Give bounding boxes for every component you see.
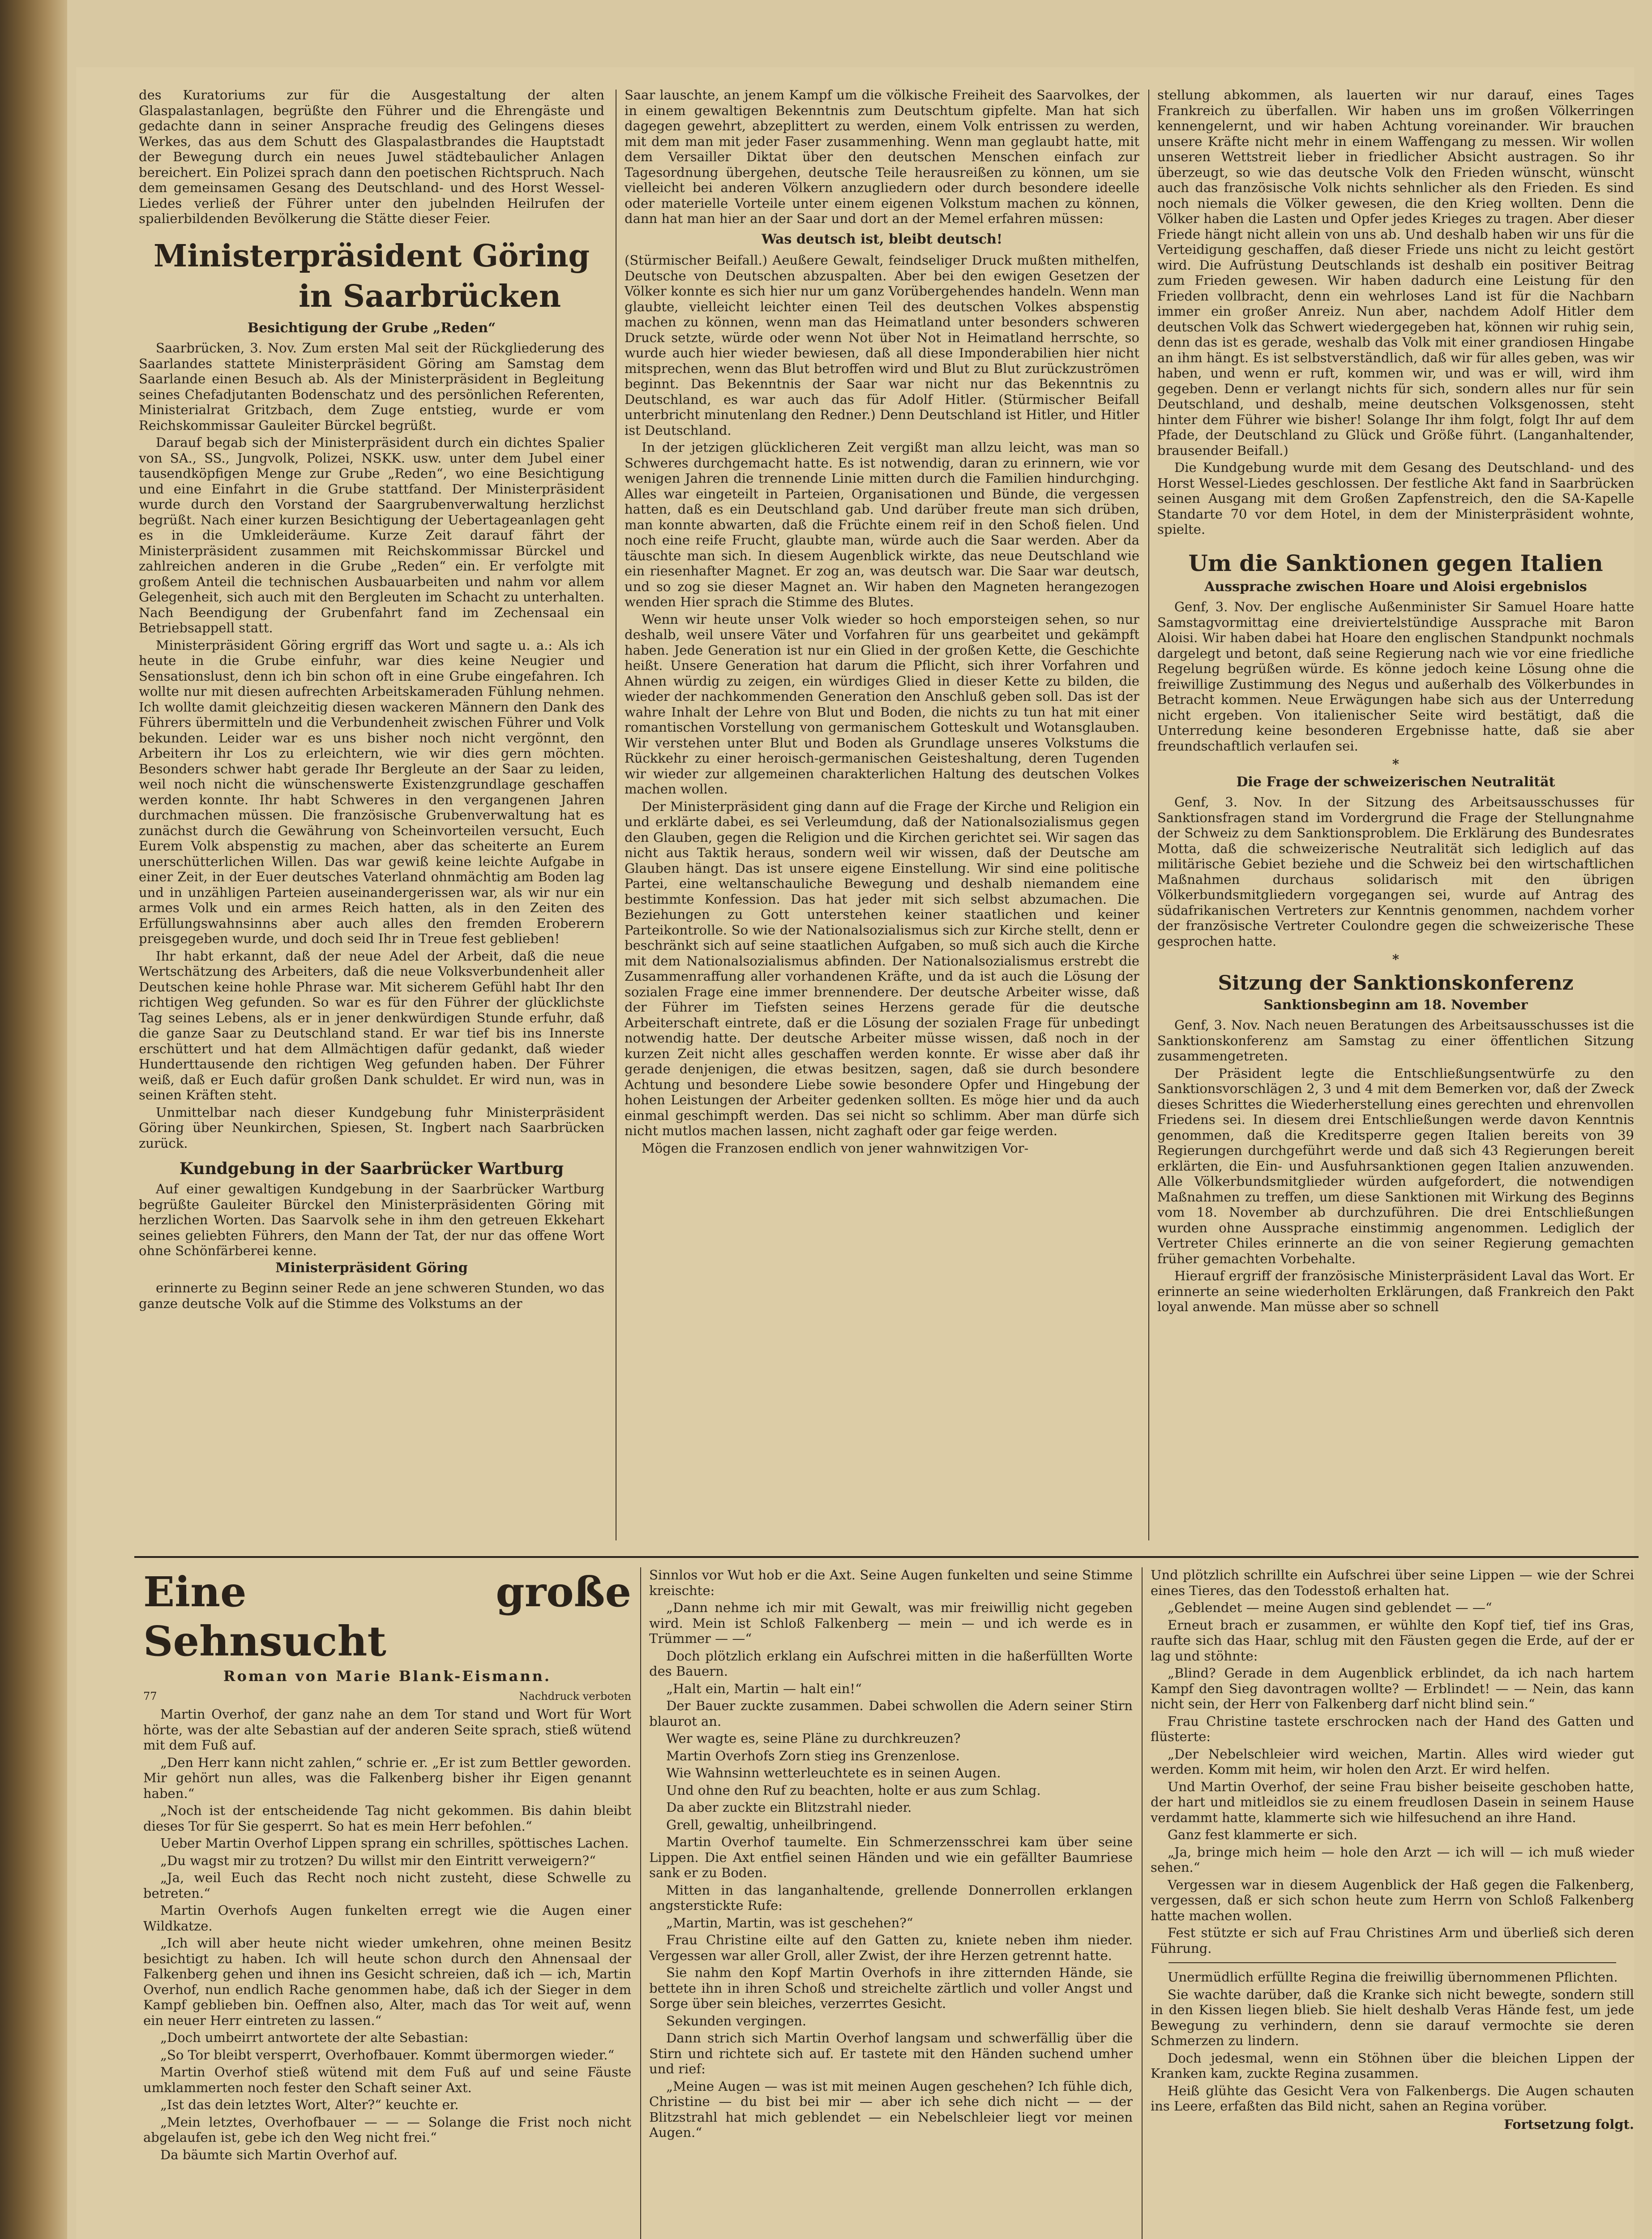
subhead-sanktionsbeginn: Sanktionsbeginn am 18. November: [1263, 997, 1528, 1013]
article-paragraph: Mögen die Franzosen endlich von jener wahnwitzigen Vor-: [642, 1140, 1029, 1156]
novel-paragraph: Da bäumte sich Martin Overhof auf.: [160, 2147, 398, 2162]
novel-paragraph: Sinnlos vor Wut hob er die Axt. Seine Augen funkelten und seine Stimme kreischte:: [649, 1567, 1133, 1598]
novel-paragraph: Martin Overhof taumelte. Ein Schmerzensschrei kam über seine Lippen. Die Axt entfiel seinen Händen und wie ein gefällter Baumriese sank er zu Boden.: [649, 1834, 1133, 1880]
headline-goering-2: in Saarbrücken: [298, 278, 561, 314]
novel-paragraph: „Doch umbeirrt antwortete der alte Sebastian:: [160, 2030, 469, 2045]
novel-paragraph: „Ja, bringe mich heim — hole den Arzt — ich will — ich muß wieder sehen.“: [1151, 1844, 1634, 1875]
article-paragraph: Wenn wir heute unser Volk wieder so hoch emporsteigen sehen, so nur deshalb, weil unsere Väter und Vorfahren für uns gearbeitet und gekämpft haben. Jede Generation ist nur ein Glied in der großen Kette, die Geschichte heißt. Unsere Generation hat darum die Pflicht, sich ihrer Vorfahren und Ahnen würdig zu zeigen, ein würdiges Glied in dieser Kette zu bilden, die wieder der nachkommenden Generation den Anschluß geben soll. Das ist der wahre Inhalt der Lehre von Blut und Boden, die nichts zu tun hat mit einer romantischen Vorstellung von germanischem Gotteskult und Wotansglauben. Wir verstehen unter Blut und Boden als Grundlage unseres Volkstums die Rückkehr zu einer heroisch-germanischen Geisteshaltung, deren Tugenden wir wieder zur allgemeinen charakterlichen Haltung des deutschen Volkes machen wollen.: [625, 611, 1139, 797]
episode-number: 77: [143, 1690, 157, 1703]
subhead-neutralitaet: Die Frage der schweizerischen Neutralität: [1236, 774, 1555, 790]
column-rule: [640, 1567, 641, 2239]
novel-paragraph: Wie Wahnsinn wetterleuchtete es in seinen Augen.: [666, 1765, 1001, 1780]
novel-paragraph: Sie nahm den Kopf Martin Overhofs in ihre zitternden Hände, sie bettete ihn in ihren Schoß und streichelte zärtlich und voller Angst und Sorge über sein bleiches, verzerrtes Gesicht.: [649, 1965, 1133, 2011]
article-paragraph: Die Kundgebung wurde mit dem Gesang des Deutschland- und des Horst Wessel-Liedes geschlossen. Der festliche Akt fand in Saarbrücken seinen Ausgang mit dem Großen Zapfenstreich, den die SA-Kapelle Standarte 70 vor dem Hotel, in dem der Ministerpräsident wohnte, spielte.: [1157, 460, 1634, 537]
novel-paragraph: „Mein letztes, Overhofbauer — — — Solange die Frist noch nicht abgelaufen ist, gebe ich den Weg nicht frei.“: [143, 2114, 631, 2145]
article-paragraph: Saarbrücken, 3. Nov. Zum ersten Mal seit der Rückgliederung des Saarlandes stattete Ministerpräsident Göring am Samstag dem Saarlande einen Besuch ab. Als der Ministerpräsident in Begleitung seines Chefadjutanten Bodenschatz und des persönlichen Referenten, Ministerialrat Gritzbach, dem Zuge entstieg, wurde er vom Reichskommissar Gauleiter Bürckel begrüßt.: [139, 340, 604, 433]
novel-paragraph: Vergessen war in diesem Augenblick der Haß gegen die Falkenberg, vergessen, daß er sich schon heute zum Herrn von Schloß Falkenberg hatte machen wollen.: [1151, 1877, 1634, 1923]
article-paragraph: Genf, 3. Nov. Nach neuen Beratungen des Arbeitsausschusses ist die Sanktionskonferenz am Samstag zu einer öffentlichen Sitzung zusammengetreten.: [1157, 1017, 1634, 1064]
top-column-3: stellung abkommen, als lauerten wir nur darauf, eines Tages Frankreich zu überfallen. Wir haben uns im großen Völkerringen kennengelernt, und wir haben Achtung voreinander. Wir brauchen unsere Kräfte nicht mehr in einem Waffengang zu messen. Wir wollen unseren Wettstreit lieber in friedlicher Absicht austragen. So ihr überzeugt, so wie das deutsche Volk den Frieden wünscht, wünscht auch das französische Volk nichts sehnlicher als den Frieden. Es sind noch niemals die Völker gewesen, die den Krieg wollten. Denn die Völker haben die Lasten und Opfer jedes Krieges zu tragen. Aber dieser Friede hängt nicht allein von uns ab. Und deshalb haben wir uns für die Verteidigung geschaffen, daß dieser Friede uns nicht zu leicht gestört wird. Die Aufrüstung Deutschlands ist deshalb ein positiver Beitrag zum Frieden gewesen. Wir haben dadurch eine Leistung für den Frieden vollbracht, denn ein wehrloses Land ist für die Nachbarn immer ein großer Anreiz. Nun aber, nachdem Adolf Hitler dem deutschen Volk das Schwert wiedergegeben hat, können wir ruhig sein, denn das ist es gerade, weshalb das Volk mit einer grandiosen Hingabe an ihm hängt. Es ist selbstverständlich, daß wir für alles geben, was wir haben, und wenn er ruft, kommen wir, und was er will, wird ihm gegeben. Denn er verlangt nichts für sich, sondern alles nur für sein Deutschland, und deshalb, meine deutschen Volksgenossen, steht hinter dem Führer wie bisher! Solange Ihr ihm folgt, folgt Ihr auf dem Pfade, der Deutschland zu Glück und Größe führt. (Langanhaltender, brausender Beifall.) Die Kundgebung wurde mit dem Gesang des Deutschland- und des Horst Wessel-Liedes geschlossen. Der festliche Akt fand in Saarbrücken seinen Ausgang mit dem Großen Zapfenstreich, den die SA-Kapelle Standarte 70 vor dem Hotel, in dem der Ministerpräsident wohnte, spielte. Um die Sanktionen gegen Italien Aussprache zwischen Hoare und Aloisi ergebnislos Genf, 3. Nov. Der englische Außenminister Sir Samuel Hoare hatte Samstagvormittag eine dreiviertelstündige Aussprache mit Baron Aloisi. Wir haben dabei hat Hoare den englischen Standpunkt nochmals dargelegt und betont, daß seine Regierung nach wie vor eine friedliche Regelung begrüßen würde. Es könne jedoch keine Lösung ohne die freiwillige Zustimmung des Negus und außerhalb des Völkerbundes in Betracht kommen. Neue Erwägungen habe sich aus der Unterredung nicht ergeben. Von italienischer Seite wird bestätigt, daß die Unterredung keine besonderen Ergebnisse hatte, daß sie aber freundschaftlich verlaufen sei. * Die Frage der schweizerischen Neutralität Genf, 3. Nov. In der Sitzung des Arbeitsausschusses für Sanktionsfragen stand im Vordergrund die Frage der Stellungnahme der Schweiz zu dem Sanktionsproblem. Die Erklärung des Bundesrates Motta, daß die schweizerische Neutralität sich lediglich auf das militärische Gebiet beziehe und die Schweiz bei den wirtschaftlichen Maßnahmen durchaus solidarisch mit den übrigen Völkerbundsmitgliedern vorgegangen sei, wurde auf Antrag des südafrikanischen Vertreters zur Kenntnis genommen, nachdem vorher der französische Vertreter Coulondre gegen die schweizerische These gesprochen hatte. * Sitzung der Sanktionskonferenz Sanktionsbeginn am 18. November Genf, 3. Nov. Nach neuen Beratungen des Arbeitsausschusses ist die Sanktionskonferenz am Samstag zu einer öffentlichen Sitzung zusammengetreten. Der Präsident legte die Entschließungsentwürfe zu den Sanktionsvorschlägen 2, 3 und 4 mit dem Bemerken vor, daß der Zweck dieses Schrittes die Wiederherstellung eines gerechten und ehrenvollen Friedens sei. In diesem drei Entschließungen werde davon Kenntnis genommen, daß die Kreditsperre gegen Italien bereits von 39 Regierungen durchgeführt werde und daß sich 43 Regierungen bereit erklärten, die Ein- und Ausfuhrsanktionen gegen Italien anzuwenden. Alle Völkerbundsmitglieder würden aufgefordert, die notwendigen Maßnahmen zu treffen, um diese Sanktionen mit Wirkung des Beginns vom 18. November ab durchzuführen. Die drei Entschließungen wurden ohne Aussprache einstimmig angenommen. Lediglich der Vertreter Chiles erinnerte an die von seiner Regierung gemachten früher gemachten Vorbehalte. Hierauf ergriff der französische Ministerpräsident Laval das Wort. Er erinnerte an seine wiederholten Erklärungen, daß Frankreich den Pakt loyal anwende. Man müsse aber so schnell: [1157, 87, 1634, 1314]
novel-paragraph: Martin Overhof, der ganz nahe an dem Tor stand und Wort für Wort hörte, was der alte Sebastian auf der anderen Seite sprach, stieß wütend mit dem Fuß auf.: [143, 1707, 631, 1753]
bottom-column-3: [1151, 1567, 1634, 2239]
subhead-goering-speech: Ministerpräsident Göring: [275, 1260, 468, 1276]
novel-paragraph: „Ist das dein letztes Wort, Alter?“ keuchte er.: [160, 2097, 459, 2112]
section-divider-rule: [134, 1556, 1639, 1558]
novel-paragraph: Und ohne den Ruf zu beachten, holte er aus zum Schlag.: [666, 1782, 1041, 1798]
novel-paragraph: Frau Christine eilte auf den Gatten zu, kniete neben ihm nieder. Vergessen war aller Groll, aller Zwist, der ihre Herzen getrennt hatte.: [649, 1932, 1133, 1963]
novel-byline: Roman von Marie Blank-Eismann.: [223, 1668, 552, 1685]
headline-goering-1: Ministerpräsident Göring: [153, 238, 590, 274]
article-paragraph: In der jetzigen glücklicheren Zeit vergißt man allzu leicht, was man so Schweres durchgemacht hatte. Es ist notwendig, daran zu erinnern, wie vor wenigen Jahren die trennende Linie mitten durch die Familien hindurchging. Alles war eingeteilt in Parteien, Organisationen und Bünde, die vergessen hatten, daß es ein Deutschland gab. Und darüber freute man sich drüben, man konnte abwarten, daß die Früchte einem reif in den Schoß fielen. Und noch eine reife Frucht, glaubte man, würde auch die Saar werden. Aber da täuschte man sich. In diesem Augenblick wirkte, das neue Deutschland wie ein riesenhafter Magnet. Er zog an, was deutsch war. Die Saar war deutsch, und so zog sie dieser Magnet an. Wir haben den Magneten herangezogen wenden Hier sprach die Stimme des Blutes.: [625, 440, 1139, 609]
novel-paragraph: Unermüdlich erfüllte Regina die freiwillig übernommenen Pflichten.: [1168, 1969, 1618, 1985]
novel-paragraph: Und Martin Overhof, der seine Frau bisher beiseite geschoben hatte, der hart und mitleidlos sie zu einem freudlosen Dasein in seinem Hause verdammt hatte, klammerte sich wie hilfesuchend an ihre Hand.: [1151, 1779, 1634, 1825]
novel-paragraph: Doch jedesmal, wenn ein Stöhnen über die bleichen Lippen der Kranken kam, zuckte Regina zusammen.: [1151, 2050, 1634, 2081]
article-paragraph: Unmittelbar nach dieser Kundgebung fuhr Ministerpräsident Göring über Neunkirchen, Spiesen, St. Ingbert nach Saarbrücken zurück.: [139, 1104, 604, 1151]
subhead-grube-reden: Besichtigung der Grube „Reden“: [247, 320, 496, 336]
novel-paragraph: Sekunden vergingen.: [666, 2013, 807, 2029]
novel-paragraph: Frau Christine tastete erschrocken nach der Hand des Gatten und flüsterte:: [1151, 1713, 1634, 1744]
article-paragraph: Der Präsident legte die Entschließungsentwürfe zu den Sanktionsvorschlägen 2, 3 und 4 mit dem Bemerken vor, daß der Zweck dieses Schrittes die Wiederherstellung eines gerechten und ehrenvollen Friedens sei. In diesem drei Entschließungen werde davon Kenntnis genommen, daß die Kreditsperre gegen Italien bereits von 39 Regierungen durchgeführt werde und daß sich 43 Regierungen bereit erklärten, die Ein- und Ausfuhrsanktionen gegen Italien anzuwenden. Alle Völkerbundsmitglieder würden aufgefordert, die notwendigen Maßnahmen zu treffen, um diese Sanktionen mit Wirkung des Beginns vom 18. November ab durchzuführen. Die drei Entschließungen wurden ohne Aussprache einstimmig angenommen. Lediglich der Vertreter Chiles erinnerte an die von seiner Regierung gemachten früher gemachten Vorbehalte.: [1157, 1065, 1634, 1266]
novel-title: Eine große Sehnsucht: [143, 1568, 631, 1665]
novel-paragraph: Da aber zuckte ein Blitzstrahl nieder.: [666, 1800, 912, 1815]
top-column-2: [625, 87, 1139, 1547]
novel-paragraph: „Blind? Gerade in dem Augenblick erblindet, da ich nach hartem Kampf den Sieg davontragen wollte? — Erblindet! — — Nein, das kann nicht sein, der Herr von Falkenberg darf nicht blind sein.“: [1151, 1665, 1634, 1711]
top-column-1: [139, 87, 604, 1547]
novel-paragraph: Martin Overhof stieß wütend mit dem Fuß auf und seine Fäuste umklammerten noch fester den Schaft seiner Axt.: [143, 2064, 631, 2095]
article-paragraph: stellung abkommen, als lauerten wir nur darauf, eines Tages Frankreich zu überfallen. Wir haben uns im großen Völkerringen kennengelernt, und wir haben Achtung voreinander. Wir brauchen unsere Kräfte nicht mehr in einem Waffengang zu messen. Wir wollen unseren Wettstreit lieber in friedlicher Absicht austragen. So ihr überzeugt, so wie das deutsche Volk den Frieden wünscht, wünscht auch das französische Volk nichts sehnlicher als den Frieden. Es sind noch niemals die Völker gewesen, die den Krieg wollten. Denn die Völker haben die Lasten und Opfer jedes Krieges zu tragen. Aber dieser Friede hängt nicht allein von uns ab. Und deshalb haben wir uns für die Verteidigung geschaffen, daß dieser Friede uns nicht zu leicht gestört wird. Die Aufrüstung Deutschlands ist deshalb ein positiver Beitrag zum Frieden gewesen. Wir haben dadurch eine Leistung für den Frieden vollbracht, denn ein wehrloses Land ist für die Nachbarn immer ein großer Anreiz. Nun aber, nachdem Adolf Hitler dem deutschen Volk das Schwert wiedergegeben hat, können wir ruhig sein, denn das ist es gerade, weshalb das Volk mit einer grandiosen Hingabe an ihm hängt. Es ist selbstverständlich, daß wir für alles geben, was wir haben, und wenn er ruft, kommen wir, und was er will, wird ihm gegeben. Denn er verlangt nichts für sich, sondern alles nur für sein Deutschland, und deshalb, meine deutschen Volksgenossen, steht hinter dem Führer wie bisher! Solange Ihr ihm folgt, folgt Ihr auf dem Pfade, der Deutschland zu Glück und Größe führt. (Langanhaltender, brausender Beifall.): [1157, 87, 1634, 458]
article-paragraph: Auf einer gewaltigen Kundgebung in der Saarbrücker Wartburg begrüßte Gauleiter Bürckel den Ministerpräsidenten Göring mit herzlichen Worten. Das Saarvolk sehe in ihm den getreuen Ekkehart seines geliebten Führers, den Mann der Tat, der nur das offene Wort ohne Schönfärberei kenne.: [139, 1181, 604, 1258]
subhead-wartburg: Kundgebung in der Saarbrücker Wartburg: [179, 1159, 564, 1178]
article-paragraph: erinnerte zu Beginn seiner Rede an jene schweren Stunden, wo das ganze deutsche Volk auf die Stimme des Volkstums an der: [139, 1280, 604, 1311]
article-paragraph: Genf, 3. Nov. In der Sitzung des Arbeitsausschusses für Sanktionsfragen stand im Vordergrund die Frage der Stellungnahme der Schweiz zu dem Sanktionsproblem. Die Erklärung des Bundesrates Motta, daß die schweizerische Neutralität sich lediglich auf das militärische Gebiet beziehe und die Schweiz bei den wirtschaftlichen Maßnahmen durchaus solidarisch mit den übrigen Völkerbundsmitgliedern vorgegangen sei, wurde auf Antrag des südafrikanischen Vertreters zur Kenntnis genommen, nachdem vorher der französische Vertreter Coulondre gegen die schweizerische These gesprochen hatte.: [1157, 794, 1634, 949]
novel-paragraph: „Ich will aber heute nicht wieder umkehren, ohne meinen Besitz besichtigt zu haben. Ich will heute schon durch den Ahnensaal der Falkenberg gehen und ihnen ins Gesicht schreien, daß ich — ich, Martin Overhof, nun endlich Rache genommen habe, daß ich der Sieger in dem Kampf geblieben bin. Oeffnen also, Alter, mach das Tor weit auf, wenn ein neuer Herr eintreten zu lassen.“: [143, 1935, 631, 2028]
article-paragraph: (Stürmischer Beifall.) Aeußere Gewalt, feindseliger Druck mußten mithelfen, Deutsche von Deutschen abzuspalten. Aber bei den ewigen Gesetzen der Völker konnte es sich hier nur um ganz Vorübergehendes handeln. Wenn man glaubte, vielleicht leichter einen Teil des deutschen Volkes abspenstig machen zu können, wenn man das Heimatland unter besonders schweren Druck setzte, würde oder wenn Not über Not in Heimatland herrschte, so wurde auch hier wieder bewiesen, daß all diese Imponderabilien hier nicht mitsprechen, wenn das Blut betroffen wird und Blut zu Blut zurückzuströmen beginnt. Das Bekenntnis der Saar war nicht nur das Bekenntnis zu Deutschland, es war auch das für Adolf Hitler. (Stürmischer Beifall unterbricht minutenlang den Redner.) Denn Deutschland ist Hitler, und Hitler ist Deutschland.: [625, 253, 1139, 438]
article-paragraph: Saar lauschte, an jenem Kampf um die völkische Freiheit des Saarvolkes, der in einem gewaltigen Bekenntnis zum Deutschtum gipfelte. Man hat sich dagegen gewehrt, abzeplittert zu werden, einem Volk entrissen zu werden, mit dem man mit jeder Faser zusammenhing. Wenn man geglaubt hatte, mit dem Versailler Diktat über den deutschen Menschen einfach zur Tagesordnung übergehen, deutsche Teile herausreißen zu können, um sie vielleicht bei anderen Völkern anzugliedern oder durch besondere ideelle oder materielle Vorteile unter einem eigenen Volkstum machen zu können, dann hat man hier an der Saar und dort an der Memel erfahren müssen:: [625, 87, 1139, 226]
novel-paragraph: „Der Nebelschleier wird weichen, Martin. Alles wird wieder gut werden. Komm mit heim, wir holen den Arzt. Er wird helfen.: [1151, 1746, 1634, 1777]
novel-paragraph: „Meine Augen — was ist mit meinen Augen geschehen? Ich fühle dich, Christine — du bist bei mir — aber ich sehe dich nicht — — der Blitzstrahl hat mich geblendet — ein Nebelschleier liegt vor meinen Augen.“: [649, 2078, 1133, 2140]
novel-paragraph: „So Tor bleibt versperrt, Overhofbauer. Kommt übermorgen wieder.“: [160, 2047, 615, 2063]
novel-paragraph: Ganz fest klammerte er sich.: [1168, 1827, 1358, 1842]
novel-paragraph: Der Bauer zuckte zusammen. Dabei schwollen die Adern seiner Stirn blaurot an.: [649, 1698, 1133, 1729]
subhead-hoare-aloisi: Aussprache zwischen Hoare und Aloisi ergebnislos: [1204, 579, 1587, 595]
novel-paragraph: „Du wagst mir zu trotzen? Du willst mir den Eintritt verweigern?“: [160, 1853, 596, 1868]
reprint-notice: Nachdruck verboten: [519, 1690, 631, 1703]
article-paragraph: Ministerpräsident Göring ergriff das Wort und sagte u. a.: Als ich heute in die Grube einfuhr, war dies keine Neugier und Sensationslust, denn ich bin schon oft in eine Grube eingefahren. Ich wollte nur mit diesen aufrechten Arbeitskameraden Fühlung nehmen. Ich wollte damit gleichzeitig diesen wackeren Männern den Dank des Führers übermitteln und die Verbundenheit zwischen Führer und Volk bekunden. Leider war es uns bisher noch nicht vergönnt, den Arbeitern ihr Los zu erleichtern, wie wir dies gern möchten. Besonders schwer habt gerade Ihr Bergleute an der Saar zu leiden, weil noch nicht die wünschenswerte Existenzgrundlage geschaffen werden konnte. Ihr habt Schweres in den vergangenen Jahren durchmachen müssen. Die französische Grubenverwaltung hat es zunächst durch die Gewährung von Scheinvorteilen versucht, Euch Eurem Volk abspenstig zu machen, aber das scheiterte an Eurem unerschütterlichen Willen. Das war gewiß keine leichte Aufgabe in einer Zeit, in der Euer deutsches Vaterland ohnmächtig am Boden lag und in unzähligen Parteien auseinandergerissen war, als wir nur ein armes Volk und ein armes Reich hatten, als in den Zeiten des Erfüllungswahnsinns aber auch alles den fremden Eroberern preisgegeben wurde, und doch seid Ihr in Treue fest geblieben!: [139, 637, 604, 946]
article-paragraph: Der Ministerpräsident ging dann auf die Frage der Kirche und Religion ein und erklärte dabei, es sei Verleumdung, daß der Nationalsozialismus gegen den Glauben, gegen die Religion und die Kirchen gerichtet sei. Wir sagen das nicht aus Taktik heraus, sondern weil wir wissen, daß der Deutsche am Glauben hängt. Das ist unsere eigene Einstellung. Wir sind eine politische Partei, eine weltanschauliche Bewegung und deshalb niemandem eine bestimmte Konfession. Das hat jeder mit sich selbst abzumachen. Die Beziehungen zu Gott unterstehen keiner staatlichen und keiner Parteikontrolle. So wie der Nationalsozialismus sich zur Kirche stellt, denn er beschränkt sich auf seine staatlichen Aufgaben, so muß sich auch die Kirche mit dem Nationalsozialismus abfinden. Der Nationalsozialismus erstrebt die Zusammenraffung aller vorhandenen Kräfte, und da ist auch die Lösung der sozialen Frage eine immer brennendere. Der deutsche Arbeiter wisse, daß der Führer im Tiefsten seines Herzens gerade für die deutsche Arbeiterschaft eintrete, daß er die Lösung der sozialen Frage für unbedingt notwendig hatte. Der deutsche Arbeiter müsse wissen, daß noch in der kurzen Zeit nicht alles geschaffen werden konnte. Er wisse aber daß ihr gerade denjenigen, die etwas besitzen, sagen, daß sie durch besondere Achtung und besondere Liebe sowie besondere Opfer und Hingebung der hohen Leistungen der Arbeiter gedenken sollten. Es möge hier und da auch einmal geschimpft werden. Das sei nicht so schlimm. Aber man dürfe sich nicht mutlos machen lassen, nicht zaghaft oder gar feige werden.: [625, 798, 1139, 1138]
novel-paragraph: Wer wagte es, seine Pläne zu durchkreuzen?: [666, 1731, 961, 1746]
novel-paragraph: „Ja, weil Euch das Recht noch nicht zusteht, diese Schwelle zu betreten.“: [143, 1870, 631, 1901]
book-binding-edge: [0, 0, 67, 2239]
novel-paragraph: „Den Herr kann nicht zahlen,“ schrie er. „Er ist zum Bettler geworden. Mir gehört nun alles, was die Falkenberg bisher ihr Eigen genannt haben.“: [143, 1754, 631, 1801]
continued-notice: Fortsetzung folgt.: [1504, 2116, 1634, 2132]
novel-paragraph: Grell, gewaltig, unheilbringend.: [666, 1817, 877, 1832]
intro-paragraph: des Kuratoriums zur für die Ausgestaltung der alten Glaspalastanlagen, begrüßte den Führer und die Ehrengäste und gedachte dann in seiner Ansprache freudig des Gelingens dieses Werkes, das aus dem Schutt des Glaspalastbrandes die Hauptstadt der Bewegung durch ein neues Juwel städtebaulicher Anlagen bereichert. Ein Polizei sprach dann den poetischen Richtspruch. Nach dem gemeinsamen Gesang des Deutschland- und des Horst Wessel-Liedes verließ der Führer unter den jubelnden Heilrufen der spalierbildenden Bevölkerung die Stätte dieser Feier.: [139, 87, 604, 226]
column-rule: [1142, 1567, 1143, 2239]
article-paragraph: Hierauf ergriff der französische Ministerpräsident Laval das Wort. Er erinnerte an seine wiederholten Erklärungen, daß Frankreich den Pakt loyal anwende. Man müsse aber so schnell: [1157, 1268, 1634, 1314]
novel-paragraph: Mitten in das langanhaltende, grellende Donnerrollen erklangen angsterstickte Rufe:: [649, 1882, 1133, 1913]
novel-paragraph: Sie wachte darüber, daß die Kranke sich nicht bewegte, sondern still in den Kissen liegen blieb. Sie hielt deshalb Veras Hände fest, um jede Bewegung zu verhindern, denn sie darauf vermochte sie deren Schmerzen zu lindern.: [1151, 1986, 1634, 2048]
novel-paragraph: Erneut brach er zusammen, er wühlte den Kopf tief, tief ins Gras, raufte sich das Haar, schlug mit den Fäusten gegen die Erde, auf der er lag und stöhnte:: [1151, 1617, 1634, 1664]
novel-paragraph: Und plötzlich schrillte ein Aufschrei über seine Lippen — wie der Schrei eines Tieres, das den Todesstoß erhalten hat.: [1151, 1567, 1634, 1598]
article-paragraph: Ihr habt erkannt, daß der neue Adel der Arbeit, daß die neue Wertschätzung des Arbeiters, daß die neue Volksverbundenheit aller Deutschen keine hohle Phrase war. Mit sicherem Gefühl habt Ihr den richtigen Weg gefunden. So war es für den Führer der glücklichste Tag seines Lebens, als er in jener denkwürdigen Stunde erfuhr, daß die ganze Saar zu Deutschland stand. Er war tief bis ins Innerste erschüttert und hat dem Allmächtigen dafür gedankt, daß wieder Hunderttausende den richtigen Weg gefunden haben. Der Führer weiß, daß er Euch dafür großen Dank schuldet. Er wird nun, was in seinen Kräften steht.: [139, 948, 604, 1102]
novel-paragraph: Martin Overhofs Augen funkelten erregt wie die Augen einer Wildkatze.: [143, 1903, 631, 1934]
novel-paragraph: „Halt ein, Martin — halt ein!“: [666, 1681, 862, 1696]
novel-paragraph: Dann strich sich Martin Overhof langsam und schwerfällig über die Stirn und richtete sich auf. Er tastete mit den Händen suchend umher und rief:: [649, 2030, 1133, 2076]
bottom-column-2: [649, 1567, 1133, 2239]
novel-paragraph: Heiß glühte das Gesicht Vera von Falkenbergs. Die Augen schauten ins Leere, erfaßten das Bild nicht, sahen an Regina vorüber.: [1151, 2083, 1634, 2114]
subhead-was-deutsch-ist: Was deutsch ist, bleibt deutsch!: [761, 231, 1003, 247]
bottom-column-1: [143, 1567, 631, 2239]
article-paragraph: Genf, 3. Nov. Der englische Außenminister Sir Samuel Hoare hatte Samstagvormittag eine dreiviertelstündige Aussprache mit Baron Aloisi. Wir haben dabei hat Hoare den englischen Standpunkt nochmals dargelegt und betont, daß seine Regierung nach wie vor eine friedliche Regelung begrüßen würde. Es könne jedoch keine Lösung ohne die freiwillige Zustimmung des Negus und außerhalb des Völkerbundes in Betracht kommen. Neue Erwägungen habe sich aus der Unterredung nicht ergeben. Von italienischer Seite wird bestätigt, daß die Unterredung keine besonderen Ergebnisse hatte, daß sie aber freundschaftlich verlaufen sei.: [1157, 599, 1634, 754]
column-rule: [1148, 90, 1149, 1540]
article-paragraph: Darauf begab sich der Ministerpräsident durch ein dichtes Spalier von SA., SS., Jungvolk, Polizei, NSKK. usw. unter dem Jubel einer tausendköpfigen Menge zur Grube „Reden“, wo eine Besichtigung und eine Einfahrt in die Grube stattfand. Der Ministerpräsident wurde durch den Vorstand der Saargrubenverwaltung herzlichst begrüßt. Nach einer kurzen Besichtigung der Uebertageanlagen geht es in die Umkleideräume. Kurze Zeit darauf fährt der Ministerpräsident zusammen mit Reichskommissar Bürckel und zahlreichen anderen in die Grube „Reden“ ein. Er verfolgte mit großem Anteil die technischen Ausbauarbeiten und nahm vor allem Gelegenheit, sich auch mit den Bergleuten im Schacht zu unterhalten. Nach Beendigung der Grubenfahrt fand im Zechensaal ein Betriebsappell statt.: [139, 435, 604, 635]
headline-sanktionskonferenz: Sitzung der Sanktionskonferenz: [1218, 971, 1574, 995]
novel-paragraph: Ueber Martin Overhof Lippen sprang ein schrilles, spöttisches Lachen.: [160, 1836, 629, 1851]
novel-paragraph: „Dann nehme ich mir mit Gewalt, was mir freiwillig nicht gegeben wird. Mein ist Schloß Falkenberg — mein — und ich werde es in Trümmer — —“: [649, 1600, 1133, 1646]
headline-sanktionen: Um die Sanktionen gegen Italien: [1188, 549, 1603, 576]
novel-paragraph: „Martin, Martin, was ist geschehen?“: [666, 1915, 913, 1930]
novel-paragraph: „Geblendet — meine Augen sind geblendet — —“: [1168, 1600, 1492, 1615]
novel-paragraph: Doch plötzlich erklang ein Aufschrei mitten in die haßerfüllten Worte des Bauern.: [649, 1648, 1133, 1679]
novel-paragraph: Fest stützte er sich auf Frau Christines Arm und überließ sich deren Führung.: [1151, 1925, 1634, 1956]
novel-paragraph: Martin Overhofs Zorn stieg ins Grenzenlose.: [666, 1748, 960, 1763]
novel-paragraph: „Noch ist der entscheidende Tag nicht gekommen. Bis dahin bleibt dieses Tor für Sie gesperrt. So hat es mein Herr befohlen.“: [143, 1803, 631, 1834]
